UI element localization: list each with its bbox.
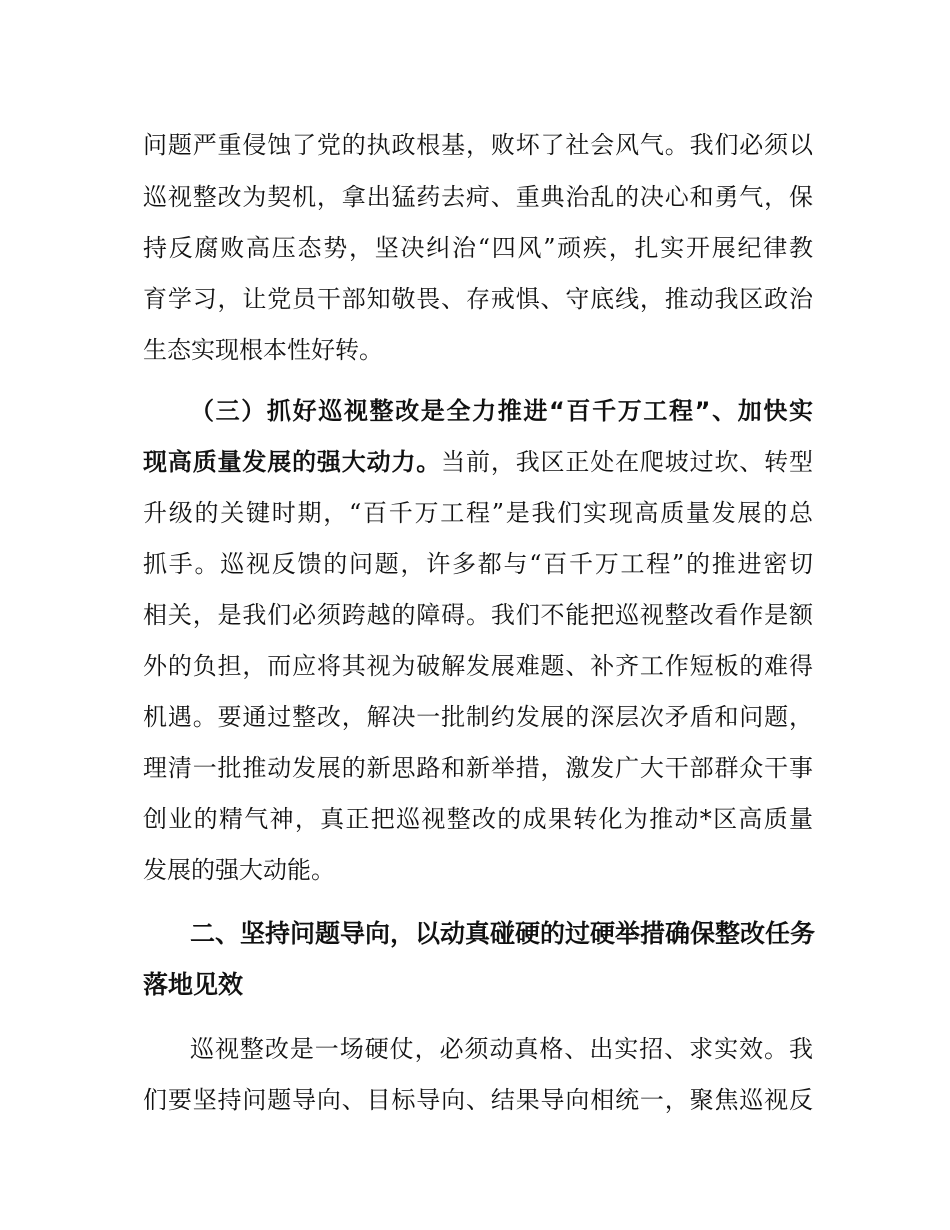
paragraph-line: 升级的关键时期，“百千万工程”是我们实现高质量发展的总 [143, 499, 813, 527]
subsection-heading: （三）抓好巡视整改是全力推进“百千万工程”、加快实 [190, 397, 813, 425]
section-heading: 二、坚持问题导向，以动真碰硬的过硬举措确保整改任务 [190, 919, 816, 948]
paragraph-line: 机遇。要通过整改，解决一批制约发展的深层次矛盾和问题， [143, 703, 813, 731]
paragraph-line: 创业的精气神，真正把巡视整改的成果转化为推动*区高质量 [143, 805, 813, 833]
paragraph-line: 巡视整改是一场硬仗，必须动真格、出实招、求实效。我 [190, 1035, 813, 1063]
paragraph-text: 当前，我区正处在爬坡过坎、转型 [441, 448, 814, 476]
paragraph-line: 理清一批推动发展的新思路和新举措，激发广大干部群众干事 [143, 754, 813, 782]
paragraph-line: 相关，是我们必须跨越的障碍。我们不能把巡视整改看作是额 [143, 601, 813, 629]
section-heading-continued: 落地见效 [143, 970, 244, 999]
paragraph-line: 抓手。巡视反馈的问题，许多都与“百千万工程”的推进密切 [143, 550, 813, 578]
subsection-heading-continued: 现高质量发展的强大动力。 [143, 448, 442, 476]
paragraph-line: 育学习，让党员干部知敬畏、存戒惧、守底线，推动我区政治 [143, 285, 813, 313]
paragraph-line: 巡视整改为契机，拿出猛药去疴、重典治乱的决心和勇气，保 [143, 183, 813, 211]
paragraph-line: 生态实现根本性好转。 [143, 336, 383, 364]
paragraph-line: 问题严重侵蚀了党的执政根基，败坏了社会风气。我们必须以 [143, 131, 813, 159]
paragraph-line-mixed [143, 442, 813, 482]
paragraph-line: 持反腐败高压态势，坚决纠治“四风”顽疾，扎实开展纪律教 [143, 234, 813, 262]
paragraph-line: 外的负担，而应将其视为破解发展难题、补齐工作短板的难得 [143, 652, 813, 680]
paragraph-line: 们要坚持问题导向、目标导向、结果导向相统一，聚焦巡视反 [143, 1086, 813, 1114]
paragraph-line: 发展的强大动能。 [143, 856, 335, 884]
